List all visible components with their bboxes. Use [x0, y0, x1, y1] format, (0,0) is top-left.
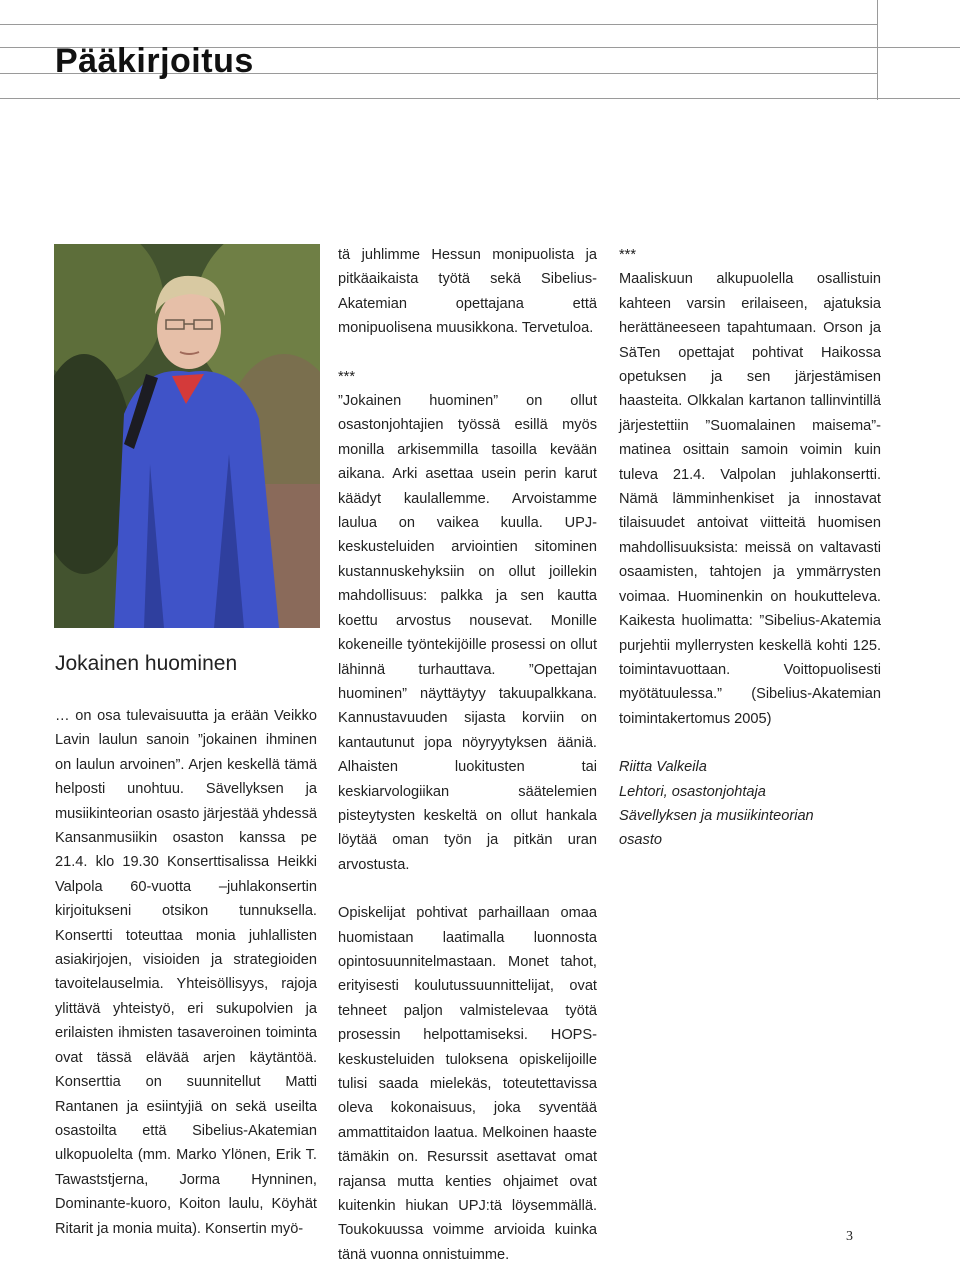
- signature-name: Riitta Valkeila: [619, 759, 707, 776]
- signature-block: [619, 755, 881, 853]
- page-number: 3: [846, 1229, 853, 1244]
- signature-department-line-1: Sävellyksen ja musiikinteorian: [619, 807, 814, 824]
- page-title: Pääkirjoitus: [55, 42, 254, 80]
- column-3-paragraph-1: Maaliskuun alkupuolella osallistuin kahteen varsin erilaiseen, ajatuksia herättäneeseen tapahtumaan. Orson ja SäTen opettajat pohtivat Haikossa opetuksen ja sen järjestämisen haasteita. Olkkalan kartanon tallinvintillä järjestettiin ”Suomalainen maisema”- matinea osittain samoin voimin kuin tuleva 21.4. Valpolan juhlakonsertti. Nämä lämminhenkiset ja innostavat tilaisuudet antoivat viitteitä huomisen mahdollisuuksista: meissä on valtavasti osaamisten, tahtojen ja ymmärrysten voimaa. Huominenkin on houkutteleva. Kaikesta huolimatta: ”Sibelius-Akatemia purjehtii myllerrysten keskellä kohti 125. toimintavuottaan. Voittopuolisesti myötätuulessa.” (Sibelius-Akatemian toimintakertomus 2005): [619, 271, 881, 727]
- header-rule-vertical: [877, 0, 878, 100]
- column-2-paragraph-3: Opiskelijat pohtivat parhaillaan omaa huomistaan laatimalla luonnosta opintosuunnitelmastaan. Monet tahot, erityisesti koulutussuunnittelijat, ovat tehneet paljon valmistelevaa työtä prosessin helpottamiseksi. HOPS-keskusteluiden tuloksena opiskelijoille tulisi saada mielekäs, toteutettavissa oleva kokonaisuus, joka syventää ammattitaidon laatua. Melkoinen haaste tämäkin on. Resurssit asettavat omat rajansa mutta kenties ohjaimet ovat kuitenkin hiukan UPJ:tä löysemmällä. Toukokuussa voimme arvioida kuinka tänä vuonna onnistuimme.: [338, 905, 597, 1263]
- signature-title: Lehtori, osastonjohtaja: [619, 783, 766, 800]
- header-rule-bottom: [0, 98, 960, 99]
- column-3-separator: ***: [619, 247, 637, 263]
- section-heading: Jokainen huominen: [55, 652, 238, 675]
- column-1-body: … on osa tulevaisuutta ja erään Veikko Lavin laulun sanoin ”jokainen ihminen on laulun arvoinen”. Arjen keskellä tämä helposti unohtuu. Sävellyksen ja musiikinteorian osasto järjestää yhdessä Kansanmusiikin osaston kanssa pe 21.4. klo 19.30 Konserttisalissa Heikki Valpola 60-vuotta –juhlakonsertin kirjoitukseni otsikon tunnuksella. Konsertti toteuttaa monia juhlallisten asiakirjojen, visioiden ja strategioiden tavoitelauselmia. Yhteisöllisyys, rajoja ylittävä yhteistyö, eri sukupolvien ja erilaisten ihmisten tasaveroinen toiminta ovat tässä elävää arjen käytäntöä. Konserttia on suunnitellut Matti Rantanen ja esiintyjiä on sekä useilta osastoilta että Sibelius-Akatemian ulkopuolelta (mm. Marko Ylönen, Erik T. Tawaststjerna, Jorma Hynninen, Dominante-kuoro, Koiton laulu, Köyhät Ritarit ja monia muita). Konsertin myö-: [55, 708, 318, 1237]
- column-2: [338, 243, 597, 1267]
- column-2-separator: ***: [338, 368, 356, 385]
- signature-department-line-2: osasto: [619, 832, 662, 849]
- header-rule-top: [0, 24, 878, 25]
- column-2-paragraph-1: tä juhlimme Hessun monipuolista ja pitkäaikaista työtä sekä Sibelius-Akatemian opettajana että monipuolisena muusikkona. Tervetuloa.: [338, 247, 597, 337]
- column-1: [55, 704, 317, 1241]
- column-3: [619, 243, 881, 853]
- column-2-paragraph-2: ”Jokainen huominen” on ollut osastonjohtajien työssä esillä myös monilla arkisemmilla tasoilla kevään aikana. Arki asettaa usein perin karut käädyt kaulallemme. Arvoistamme laulua on vaikea kuulla. UPJ-keskusteluiden arviointien sitominen kustannuskehyksiin on ollut joillekin mahdollisuus: palkka ja sen kautta koettu arvostus nousevat. Monille kokeneille työntekijöille prosessi on ollut lähinnä turhauttava. ”Opettajan huominen” näyttäytyy takuupalkkana. Kannustavuuden sijasta korviin on kantautunut jopa nöyryytyksen ääniä. Alhaisten luokitusten tai keskiarvologiikan säätelemien pisteytysten keskeltä on ollut hankala löytää oman työn ja pitkän uran arvostusta.: [338, 393, 597, 873]
- author-photo: [54, 244, 320, 628]
